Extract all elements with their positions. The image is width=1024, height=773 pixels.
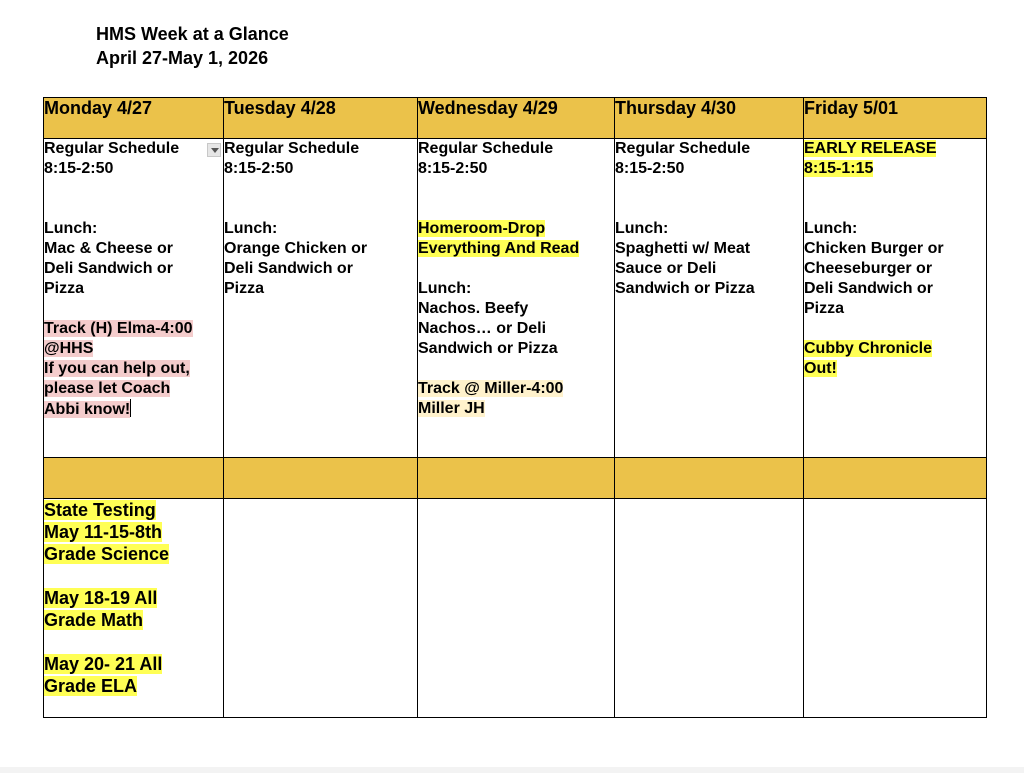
spacer-row: [44, 458, 987, 499]
cell-tuesday[interactable]: [224, 139, 418, 458]
notes-cell-3[interactable]: [418, 499, 615, 718]
cell-monday[interactable]: [44, 139, 224, 458]
day-header-tuesday[interactable]: Tuesday 4/28: [224, 98, 418, 139]
tuesday-lunch: Lunch: Orange Chicken or Deli Sandwich or Pizza: [224, 220, 368, 297]
cell-wednesday[interactable]: [418, 139, 615, 458]
friday-note: Cubby Chronicle Out!: [804, 340, 933, 377]
title-line-2: April 27-May 1, 2026: [96, 48, 269, 68]
spacer-cell-1[interactable]: [44, 458, 224, 499]
testing-science: State Testing May 11-15-8th Grade Science: [44, 500, 170, 564]
notes-cell-5[interactable]: [804, 499, 987, 718]
wednesday-track: Track @ Miller-4:00 Miller JH: [418, 380, 564, 417]
wednesday-homeroom-wrap: [418, 219, 614, 259]
wednesday-lunch: Lunch: Nachos. Beefy Nachos… or Deli Sandwich or Pizza: [418, 280, 558, 357]
day-header-wednesday[interactable]: Wednesday 4/29: [418, 98, 615, 139]
thursday-schedule: Regular Schedule 8:15-2:50: [615, 140, 751, 177]
monday-track: Track (H) Elma-4:00 @HHS If you can help out, please let Coach Abbi know!: [44, 320, 193, 418]
testing-1-wrap: [44, 499, 223, 565]
cell-thursday[interactable]: [615, 139, 804, 458]
cell-friday[interactable]: [804, 139, 987, 458]
testing-3-wrap: [44, 653, 223, 697]
friday-note-wrap: [804, 339, 986, 379]
friday-lunch: Lunch: Chicken Burger or Cheeseburger or Deli Sandwich or Pizza: [804, 220, 944, 317]
content-row: [44, 139, 987, 458]
testing-math: May 18-19 All Grade Math: [44, 588, 158, 630]
spacer-cell-3[interactable]: [418, 458, 615, 499]
notes-cell-2[interactable]: [224, 499, 418, 718]
testing-ela: May 20- 21 All Grade ELA: [44, 654, 163, 696]
notes-cell-1[interactable]: [44, 499, 224, 718]
spacer-cell-4[interactable]: [615, 458, 804, 499]
wednesday-homeroom: Homeroom-Drop Everything And Read: [418, 220, 580, 257]
tuesday-schedule: Regular Schedule 8:15-2:50: [224, 140, 360, 177]
day-header-monday[interactable]: Monday 4/27: [44, 98, 224, 139]
friday-schedule: EARLY RELEASE 8:15-1:15: [804, 140, 937, 177]
text-cursor: [130, 399, 131, 417]
friday-schedule-wrap: [804, 139, 986, 179]
thursday-lunch: Lunch: Spaghetti w/ Meat Sauce or Deli Sandwich or Pizza: [615, 220, 755, 297]
wednesday-track-wrap: [418, 379, 614, 419]
title-line-1: HMS Week at a Glance: [96, 24, 289, 44]
notes-cell-4[interactable]: [615, 499, 804, 718]
spacer-cell-5[interactable]: [804, 458, 987, 499]
document-title: [96, 22, 289, 70]
page-footer-bar: [0, 767, 1024, 773]
week-table: [43, 97, 987, 718]
wednesday-schedule: Regular Schedule 8:15-2:50: [418, 140, 554, 177]
spacer-cell-2[interactable]: [224, 458, 418, 499]
notes-row: [44, 499, 987, 718]
monday-lunch: Lunch: Mac & Cheese or Deli Sandwich or Pizza: [44, 220, 173, 297]
header-row: [44, 98, 987, 139]
monday-track-wrap: [44, 319, 223, 420]
day-header-thursday[interactable]: Thursday 4/30: [615, 98, 804, 139]
monday-schedule: Regular Schedule 8:15-2:50: [44, 140, 180, 177]
day-header-friday[interactable]: Friday 5/01: [804, 98, 987, 139]
dropdown-arrow-icon[interactable]: [207, 143, 221, 157]
testing-2-wrap: [44, 587, 223, 631]
